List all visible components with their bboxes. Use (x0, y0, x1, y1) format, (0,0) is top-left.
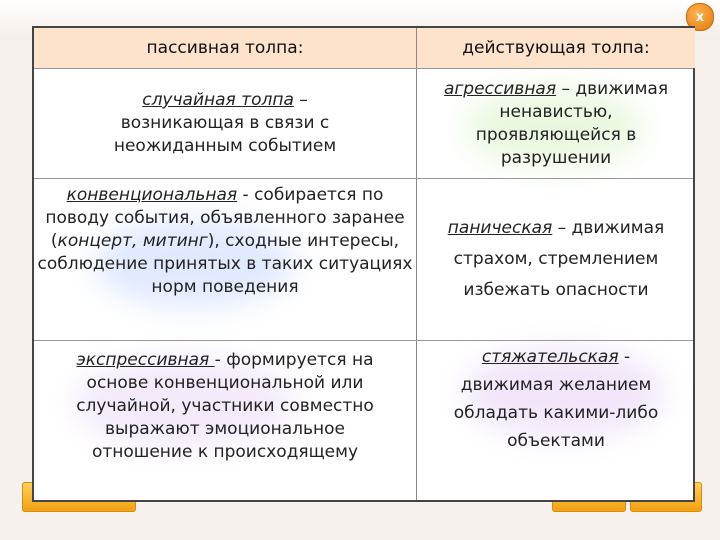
definition-conventional-part1: - собирается по поводу события, объявленного заранее ( (45, 184, 405, 251)
term-panic-crowd: паническая (447, 218, 553, 238)
definition-acquisitive-crowd: - движимая желанием обладать какими-либо объектами (453, 347, 659, 451)
definition-panic-crowd: – движимая страхом, стремлением избежать опасности (453, 218, 665, 300)
term-conventional-crowd: конвенциональная (66, 184, 238, 205)
term-expressive-crowd: экспрессивная (76, 349, 215, 370)
term-acquisitive-crowd: стяжательская (481, 347, 619, 367)
header-active-crowd (417, 28, 695, 68)
definition-expressive-crowd: - формируется на основе конвенциональной или случайной, участники совместно выражают эмоциональное отношение к происходящему (76, 349, 374, 462)
header-active-label: действующая толпа: (462, 38, 650, 58)
cell-aggressive-crowd (417, 69, 695, 178)
term-aggressive-crowd: агрессивная (443, 78, 557, 99)
definition-conventional-examples: концерт, митинг (57, 230, 208, 251)
definition-random-crowd: – возникающая в связи с неожиданным событием (113, 90, 337, 156)
cell-acquisitive-crowd (417, 341, 695, 457)
cell-random-crowd (34, 69, 416, 178)
term-random-crowd: случайная толпа (142, 90, 294, 110)
header-passive-label: пассивная толпа: (146, 38, 304, 58)
definition-aggressive-crowd: – движимая ненавистью, проявляющейся в разрушении (475, 78, 669, 168)
cell-panic-crowd (417, 179, 695, 340)
header-passive-crowd (34, 28, 416, 68)
cell-conventional-crowd (34, 179, 416, 303)
crowd-types-table (32, 26, 695, 502)
close-button[interactable]: x (686, 3, 714, 31)
cell-expressive-crowd (34, 341, 416, 471)
definition-conventional-part2: ), сходные интересы, соблюдение принятых в таких ситуациях норм поведения (37, 230, 413, 297)
